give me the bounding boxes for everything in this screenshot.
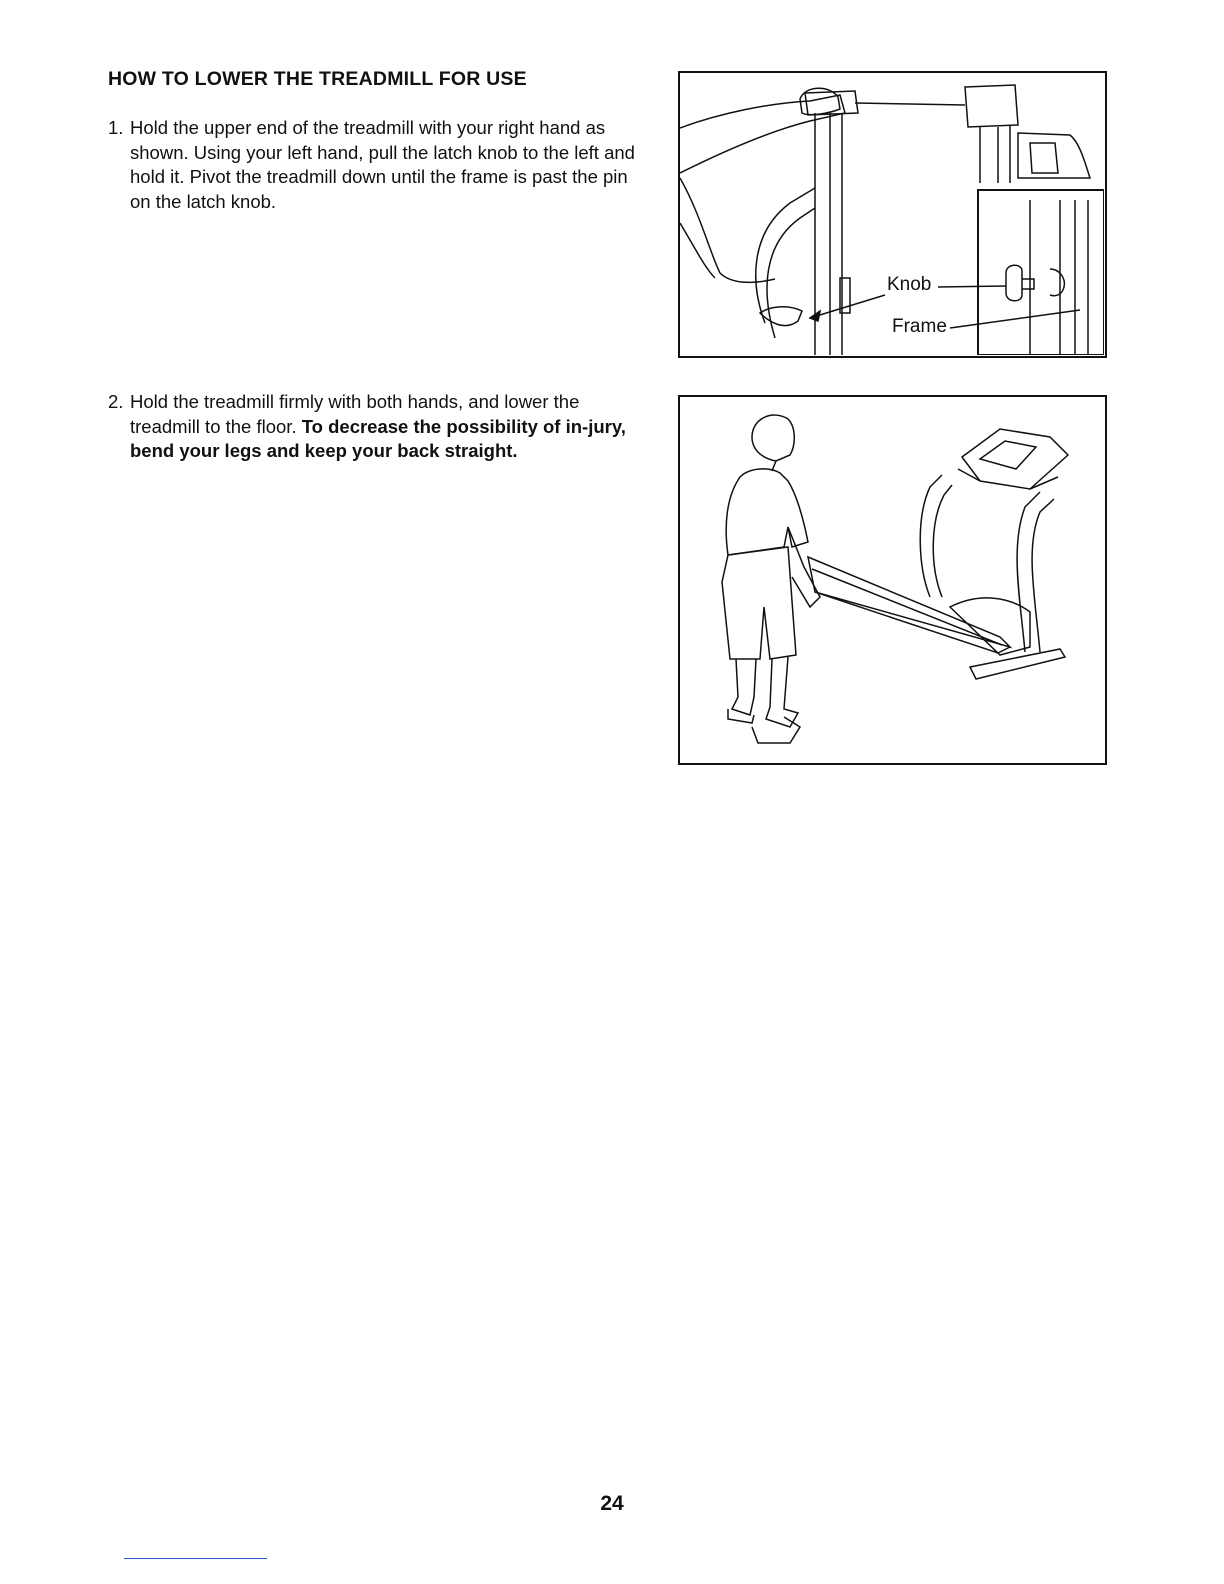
- person-leg-right: [766, 657, 798, 727]
- step-text: Hold the upper end of the treadmill with your right hand as shown. Using your left hand, pull the latch knob to the left and hold it. Pivot the treadmill down until the frame is past the pin on the latch knob.: [130, 117, 635, 212]
- console-display: [980, 441, 1036, 469]
- right-cap: [965, 85, 1018, 127]
- person-arm: [788, 527, 820, 607]
- lowering-treadmill-figure: [678, 395, 1107, 765]
- instruction-step-1: [108, 116, 648, 214]
- step-number: 2.: [108, 391, 124, 412]
- person-torso: [726, 469, 808, 555]
- latch-knob-figure: [678, 71, 1107, 358]
- knob-callout-label: Knob: [887, 274, 932, 295]
- leader-line: [810, 295, 885, 318]
- safety-warning: To decrease the possibility of in-jury, bend your legs and keep your back straight.: [130, 415, 626, 461]
- detail-inset: [978, 190, 1104, 355]
- handrail: [756, 188, 815, 323]
- footer-rule: [124, 1558, 267, 1559]
- lowering-treadmill-illustration: [680, 397, 1104, 762]
- treadmill-base: [970, 649, 1065, 679]
- step-number: 1.: [108, 117, 124, 138]
- step-text: Hold the treadmill firmly with both hands, and lower the treadmill to the floor.: [130, 391, 580, 437]
- frame-callout-label: Frame: [892, 316, 947, 337]
- right-upright: [1017, 492, 1040, 652]
- knob-callout-line: [938, 286, 1006, 287]
- person-leg-left: [732, 659, 756, 715]
- person-head: [752, 415, 794, 461]
- latch-knob-illustration: [680, 73, 1104, 355]
- treadmill-deck: [808, 557, 1010, 647]
- left-upright: [920, 475, 942, 597]
- step-body: [130, 390, 648, 464]
- page-number: 24: [600, 1492, 624, 1515]
- right-arm: [680, 95, 845, 173]
- left-arm: [680, 178, 775, 282]
- person-shorts: [722, 547, 796, 659]
- motor-hood: [950, 598, 1030, 655]
- section-heading: HOW TO LOWER THE TREADMILL FOR USE: [108, 68, 527, 90]
- left-hand: [760, 307, 802, 326]
- instruction-step-2: [108, 390, 648, 464]
